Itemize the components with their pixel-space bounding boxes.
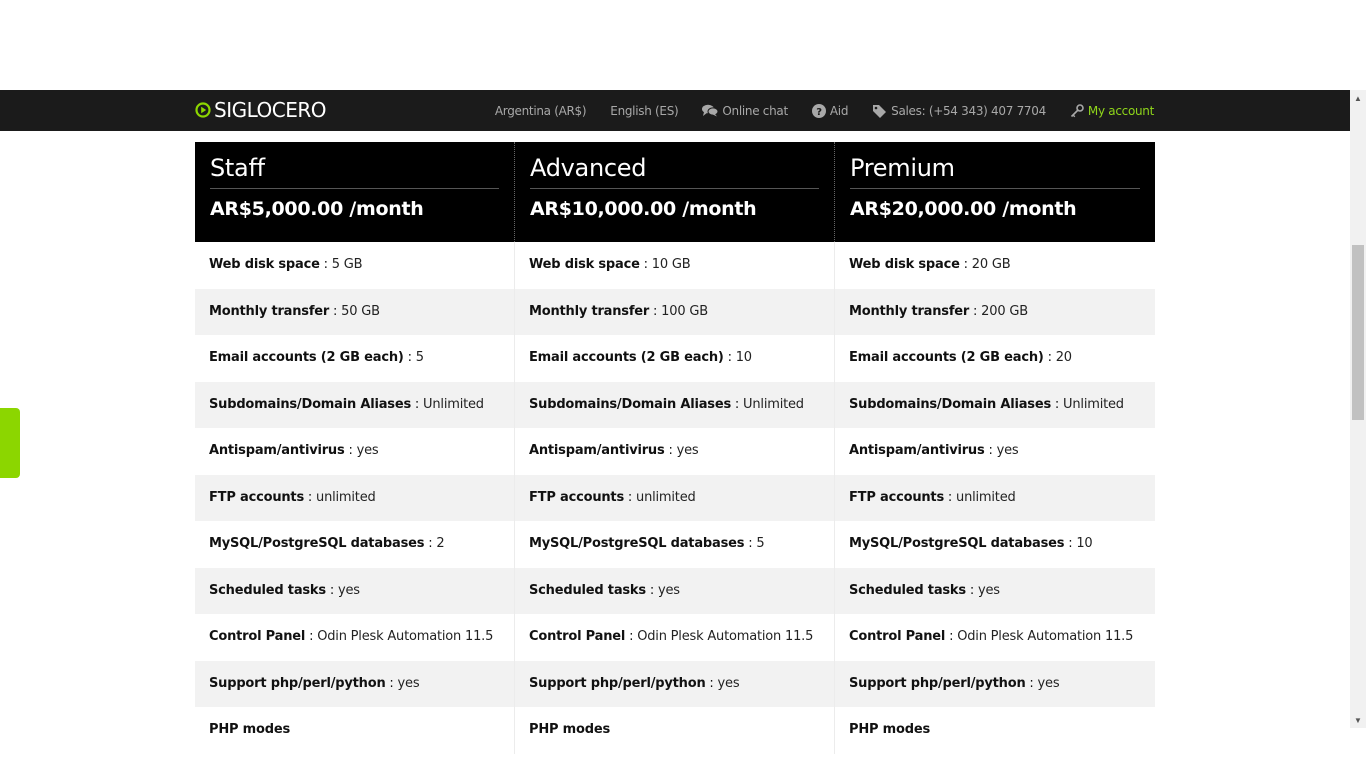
feature-separator: :: [1025, 675, 1038, 691]
feature-row: [195, 242, 1155, 289]
feature-cell: [515, 335, 835, 382]
feature-row: [195, 335, 1155, 382]
feature-cell: [195, 661, 515, 708]
feature-separator: :: [1051, 396, 1064, 412]
feature-value: 5 GB: [331, 257, 363, 272]
feature-label: Antispam/antivirus: [209, 443, 345, 458]
feature-separator: :: [319, 257, 332, 272]
feature-row: [195, 707, 1155, 754]
feature-value: yes: [717, 675, 740, 691]
feature-value: Unlimited: [743, 396, 804, 412]
nav-online-chat[interactable]: [702, 104, 787, 118]
feature-label: FTP accounts: [849, 489, 944, 505]
feature-value: Unlimited: [423, 396, 484, 412]
feature-separator: :: [959, 257, 972, 272]
feature-label: Control Panel: [849, 629, 946, 644]
power-icon: [195, 102, 211, 118]
vertical-scrollbar[interactable]: [1350, 90, 1366, 728]
feature-value: Odin Plesk Automation 11.5: [317, 629, 494, 644]
feature-label: FTP accounts: [529, 489, 624, 505]
feature-label: Subdomains/Domain Aliases: [209, 396, 411, 412]
feature-row: [195, 568, 1155, 615]
feature-row: [195, 475, 1155, 522]
page-top-blank: [0, 0, 1350, 90]
feature-separator: :: [943, 489, 957, 505]
feature-cell: [835, 428, 1155, 475]
feature-value: yes: [996, 443, 1019, 458]
feature-label: Email accounts (2 GB each): [529, 350, 724, 365]
feature-value: 5: [415, 350, 424, 365]
feature-cell: [195, 428, 515, 475]
feature-label: Control Panel: [529, 629, 626, 644]
plan-price: AR$10,000.00 /month: [530, 198, 757, 220]
feature-separator: :: [639, 257, 652, 272]
nav-aid[interactable]: [812, 104, 848, 118]
feature-label: Control Panel: [209, 629, 306, 644]
feature-value: yes: [397, 675, 420, 691]
plan-header-row: [195, 142, 1155, 242]
feature-cell: [835, 335, 1155, 382]
plan-price: AR$5,000.00 /month: [210, 198, 424, 220]
feature-value: Odin Plesk Automation 11.5: [957, 629, 1134, 644]
feature-cell: [835, 707, 1155, 754]
svg-text:?: ?: [816, 106, 822, 118]
nav-language-label: English (ES): [610, 103, 679, 118]
nav-chat-label: Online chat: [722, 103, 788, 118]
plan-name: Staff: [210, 154, 499, 189]
feature-separator: :: [744, 536, 757, 551]
feature-cell: [195, 242, 515, 289]
plan-name: Premium: [850, 154, 1140, 189]
nav-sales-label: Sales: (+54 343) 407 7704: [891, 103, 1046, 118]
feature-rows: [195, 242, 1155, 754]
feature-label: Antispam/antivirus: [849, 443, 985, 458]
help-circle-icon: [812, 104, 826, 118]
nav-my-account[interactable]: [1070, 104, 1154, 118]
feature-value: unlimited: [956, 489, 1016, 505]
feature-cell: [195, 521, 515, 568]
feature-value: 20 GB: [971, 257, 1011, 272]
chat-bubbles-icon: [702, 104, 718, 117]
feature-label: Scheduled tasks: [529, 582, 646, 598]
feature-cell: [835, 568, 1155, 615]
feature-label: MySQL/PostgreSQL databases: [209, 536, 425, 551]
feature-cell: [515, 568, 835, 615]
nav-country-label: Argentina (AR$): [494, 103, 587, 118]
feature-label: FTP accounts: [209, 489, 304, 505]
feature-label: PHP modes: [849, 722, 930, 737]
feature-cell: [515, 475, 835, 522]
feature-value: Odin Plesk Automation 11.5: [637, 629, 814, 644]
feature-value: 10: [735, 350, 752, 365]
feature-label: Scheduled tasks: [209, 582, 326, 598]
feature-value: yes: [676, 443, 699, 458]
feature-cell: [195, 614, 515, 661]
feature-cell: [515, 614, 835, 661]
brand-logo[interactable]: [195, 99, 326, 121]
feature-value: yes: [977, 582, 1000, 598]
feature-cell: [195, 335, 515, 382]
feature-cell: [195, 568, 515, 615]
feature-row: [195, 661, 1155, 708]
feature-separator: :: [385, 675, 398, 691]
feature-value: 200 GB: [981, 303, 1028, 319]
feature-label: Monthly transfer: [529, 303, 650, 319]
feature-label: Monthly transfer: [849, 303, 970, 319]
feature-separator: :: [649, 303, 662, 319]
feature-cell: [515, 707, 835, 754]
feature-label: Support php/perl/python: [529, 675, 706, 691]
feature-separator: :: [305, 629, 318, 644]
scroll-down-arrow-icon[interactable]: ▼: [1354, 715, 1362, 725]
feature-value: unlimited: [636, 489, 696, 505]
feature-label: Support php/perl/python: [209, 675, 386, 691]
feature-cell: [195, 707, 515, 754]
feature-value: yes: [1037, 675, 1060, 691]
feature-separator: :: [1064, 536, 1077, 551]
feature-label: Support php/perl/python: [849, 675, 1026, 691]
feature-row: [195, 614, 1155, 661]
feature-separator: :: [344, 443, 357, 458]
feature-label: MySQL/PostgreSQL databases: [529, 536, 745, 551]
feature-separator: :: [969, 303, 982, 319]
nav-aid-label: Aid: [829, 103, 849, 118]
nav-menu: [471, 90, 1154, 131]
feature-value: 100 GB: [661, 303, 708, 319]
feature-row: [195, 521, 1155, 568]
pricing-table: [195, 142, 1155, 737]
feature-row: [195, 382, 1155, 429]
feature-value: Unlimited: [1063, 396, 1124, 412]
feature-separator: :: [623, 489, 637, 505]
feature-cell: [835, 521, 1155, 568]
feature-separator: :: [411, 396, 424, 412]
feature-separator: :: [645, 582, 658, 598]
feature-cell: [515, 289, 835, 336]
feature-label: Web disk space: [209, 257, 320, 272]
feature-separator: :: [965, 582, 978, 598]
feature-label: PHP modes: [529, 722, 610, 737]
feature-value: unlimited: [316, 489, 376, 505]
feature-cell: [835, 382, 1155, 429]
feature-cell: [195, 382, 515, 429]
scroll-up-arrow-icon[interactable]: ▲: [1354, 93, 1362, 103]
feature-cell: [195, 289, 515, 336]
scrollbar-thumb[interactable]: [1352, 245, 1364, 420]
feature-cell: [515, 242, 835, 289]
feature-separator: :: [1043, 350, 1056, 365]
feature-cell: [515, 661, 835, 708]
brand-name: SIGLOCERO: [214, 98, 327, 122]
feature-label: Scheduled tasks: [849, 582, 966, 598]
feature-separator: :: [303, 489, 317, 505]
feature-cell: [835, 289, 1155, 336]
feature-value: yes: [356, 443, 379, 458]
feature-cell: [835, 661, 1155, 708]
feature-value: 20: [1055, 350, 1072, 365]
tag-icon: [872, 104, 887, 118]
plan-price: AR$20,000.00 /month: [850, 198, 1077, 220]
feature-label: Subdomains/Domain Aliases: [529, 396, 731, 412]
nav-country[interactable]: [495, 104, 586, 118]
feature-value: yes: [337, 582, 360, 598]
feature-value: 50 GB: [341, 303, 380, 319]
feature-cell: [835, 475, 1155, 522]
feature-separator: :: [424, 536, 437, 551]
feature-separator: :: [329, 303, 342, 319]
top-navbar: [0, 90, 1350, 131]
feature-row: [195, 428, 1155, 475]
feature-label: Email accounts (2 GB each): [209, 350, 404, 365]
feature-cell: [515, 521, 835, 568]
feature-separator: :: [403, 350, 416, 365]
feature-label: Antispam/antivirus: [529, 443, 665, 458]
feature-cell: [515, 382, 835, 429]
nav-account-label: My account: [1087, 103, 1154, 118]
feature-separator: :: [984, 443, 997, 458]
feature-row: [195, 289, 1155, 336]
feature-label: Web disk space: [849, 257, 960, 272]
feature-cell: [515, 428, 835, 475]
feature-value: 10 GB: [651, 257, 691, 272]
feature-separator: :: [705, 675, 718, 691]
feature-separator: :: [325, 582, 338, 598]
plan-header-advanced: [515, 142, 835, 242]
feature-value: yes: [657, 582, 680, 598]
plan-header-staff: [195, 142, 515, 242]
feature-cell: [835, 614, 1155, 661]
plan-name: Advanced: [530, 154, 819, 189]
feature-separator: :: [723, 350, 736, 365]
feature-value: 10: [1076, 536, 1093, 551]
nav-language[interactable]: [610, 104, 678, 118]
feature-separator: :: [945, 629, 958, 644]
plan-header-premium: [835, 142, 1155, 242]
nav-sales[interactable]: [872, 104, 1046, 118]
feature-label: MySQL/PostgreSQL databases: [849, 536, 1065, 551]
feature-label: PHP modes: [209, 722, 290, 737]
key-icon: [1070, 104, 1084, 118]
side-feedback-tab[interactable]: [0, 408, 20, 478]
feature-label: Email accounts (2 GB each): [849, 350, 1044, 365]
feature-separator: :: [625, 629, 638, 644]
feature-separator: :: [664, 443, 677, 458]
feature-label: Web disk space: [529, 257, 640, 272]
feature-value: 2: [436, 536, 445, 551]
feature-value: 5: [756, 536, 765, 551]
feature-label: Monthly transfer: [209, 303, 330, 319]
feature-label: Subdomains/Domain Aliases: [849, 396, 1051, 412]
feature-cell: [835, 242, 1155, 289]
feature-cell: [195, 475, 515, 522]
feature-separator: :: [731, 396, 744, 412]
